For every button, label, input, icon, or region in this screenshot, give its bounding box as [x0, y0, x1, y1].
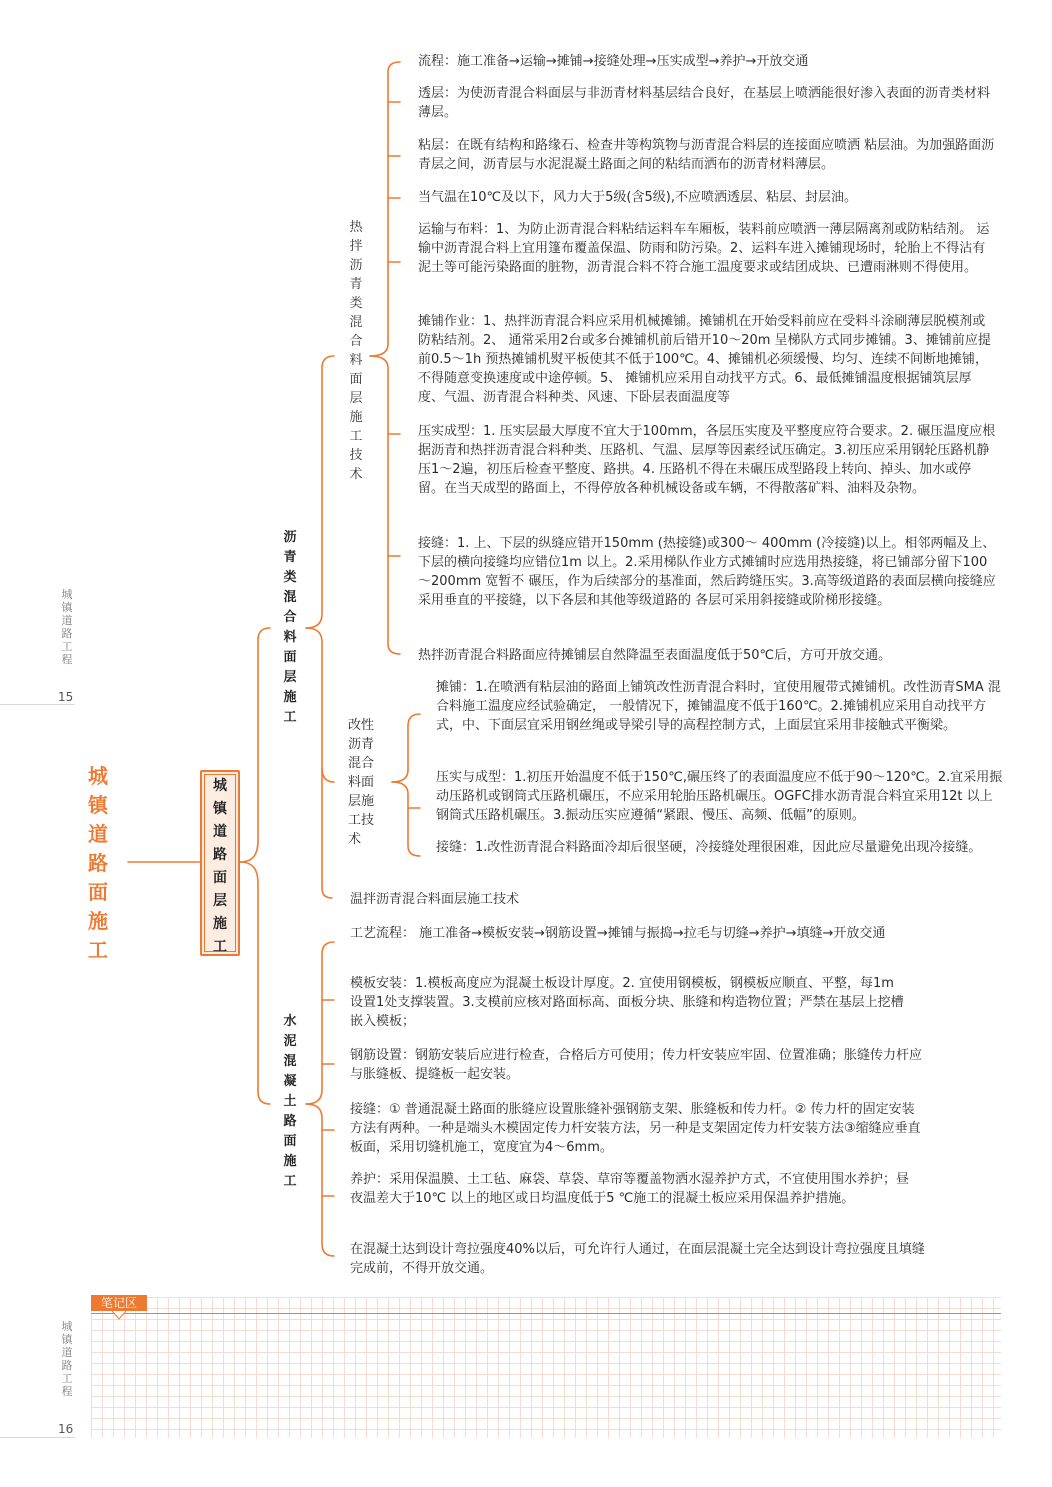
- side-label-top: 城镇道路工程: [61, 588, 73, 666]
- main-title: 城镇道路面施工: [88, 764, 108, 962]
- hot-mix-item-2: 透层：为使沥青混合料面层与非沥青材料基层结合良好，在基层上喷洒能很好渗入表面的沥青类材料薄层。: [418, 86, 991, 120]
- modified-item-1: 摊铺：1.在喷洒有粘层油的路面上铺筑改性沥青混合料时，宜使用履带式摊铺机。改性沥青SMA 混合料施工温度应经试验确定， 一般情况下，摊铺温度不低于160℃。2.摊铺机应采用自动找平方式，中、下面层宜采用钢丝绳或导梁引导的高程控制方式，上面层宜采用非接触式平衡梁。: [436, 680, 1001, 733]
- cement-item-3: 钢筋设置：钢筋安装后应进行检查，合格后方可使用；传力杆安装应牢固、位置准确；胀缝传力杆应与胀缝板、提缝板一起安装。: [350, 1048, 923, 1082]
- cement-item-5: 养护：采用保温膜、土工毡、麻袋、草袋、草帘等覆盖物洒水湿养护方式，不宜使用围水养护；昼夜温差大于10℃ 以上的地区或日均温度低于5 ℃施工的混凝土板应采用保温养护措施。: [350, 1172, 910, 1206]
- hot-mix-item-1: 流程：施工准备→运输→摊铺→接缝处理→压实成型→养护→开放交通: [418, 54, 809, 69]
- branch-cement-label: 水泥混凝土路面施工: [283, 1014, 297, 1189]
- side-label-bottom: 城镇道路工程: [61, 1320, 73, 1398]
- modified-item-2: 压实与成型：1.初压开始温度不低于150℃,碾压终了的表面温度应不低于90～120℃。2.宜采用振动压路机或钢筒式压路机碾压，不应采用轮胎压路机碾压。OGFC排水沥青混合料宜采用12t 以上钢筒式压路机碾压。3.振动压实应遵循“紧跟、慢压、高频、低幅”的原则。: [436, 770, 1003, 823]
- page-divider-bottom: [0, 1437, 75, 1438]
- hot-mix-item-5: 运输与布料：1、为防止沥青混合料粘结运料车车厢板，装料前应喷洒一薄层隔离剂或防粘结剂。 运输中沥青混合料上宜用篷布覆盖保温、防雨和防污染。2、运料车进入摊铺现场时，轮胎上不得沾有泥土等可能污染路面的脏物，沥青混合料不符合施工温度要求或结团成块、已遭雨淋则不得使用。: [418, 222, 990, 275]
- branch-asphalt-label: 沥青类混合料面层施工: [283, 530, 297, 725]
- notes-grid[interactable]: [91, 1297, 1001, 1438]
- root-node-box: [200, 770, 240, 956]
- hot-mix-item-4: 当气温在10℃及以下，风力大于5级(含5级),不应喷洒透层、粘层、封层油。: [418, 190, 857, 205]
- cement-item-2: 模板安装：1.模板高度应为混凝土板设计厚度。2. 宜使用钢模板，钢模板应顺直、平整，每1m设置1处支撑装置。3.支模前应核对路面标高、面板分块、胀缝和构造物位置；严禁在基层上挖槽嵌入模板；: [350, 976, 904, 1029]
- notes-tag-pointer: [112, 1311, 126, 1321]
- page-number-top: 15: [58, 690, 74, 704]
- root-node-label: 城镇道路面层施工: [213, 778, 227, 955]
- modified-title-line: 改性沥青混合料面层施工技术: [348, 718, 375, 847]
- modified-item-3: 接缝：1.改性沥青混合料路面冷却后很坚硬，冷接缝处理很困难，因此应尽量避免出现冷接缝。: [436, 840, 982, 855]
- notes-header-line: [91, 1313, 1001, 1314]
- page-number-bottom: 16: [58, 1422, 74, 1436]
- hot-mix-item-7: 压实成型：1. 压实层最大厚度不宜大于100mm，各层压实度及平整度应符合要求。2. 碾压温度应根据沥青和热拌沥青混合料种类、压路机、气温、层厚等因素经试压确定。3.初压应采用钢轮压路机静压1～2遍，初压后检查平整度、路拱。4. 压路机不得在未碾压成型路段上转向、掉头、加水或停留。在当天成型的路面上，不得停放各种机械设备或车辆，不得散落矿料、油料及杂物。: [418, 424, 996, 496]
- cement-item-1: 工艺流程： 施工准备→模板安装→钢筋设置→摊铺与振捣→拉毛与切缝→养护→填缝→开放交通: [350, 926, 886, 941]
- notes-label: 笔记区: [91, 1295, 147, 1311]
- hot-mix-item-9: 热拌沥青混合料路面应待摊铺层自然降温至表面温度低于50℃后，方可开放交通。: [418, 648, 892, 663]
- warm-mix-title: 温拌沥青混合料面层施工技术: [350, 892, 520, 907]
- hot-mix-item-8: 接缝：1. 上、下层的纵缝应错开150mm (热接缝)或300～ 400mm (冷接缝)以上。相邻两幅及上、下层的横向接缝均应错位1m 以上。2.采用梯队作业方式摊铺时应选用热接缝，将已铺部分留下100～200mm 宽暂不 碾压，作为后续部分的基准面，然后跨缝压实。3.高等级道路的表面层横向接缝应采用垂直的平接缝，以下各层和其他等级道路的 各层可采用斜接缝或阶梯形接缝。: [418, 536, 996, 608]
- cement-item-4: 接缝：① 普通混凝土路面的胀缝应设置胀缝补强钢筋支架、胀缝板和传力杆。② 传力杆的固定安装方法有两种。一种是端头木模固定传力杆安装方法，另一种是支架固定传力杆安装方法③缩缝应垂直板面，采用切缝机施工，宽度宜为4～6mm。: [350, 1102, 921, 1155]
- cement-item-6: 在混凝土达到设计弯拉强度40%以后，可允许行人通过，在面层混凝土完全达到设计弯拉强度且填缝完成前，不得开放交通。: [350, 1242, 925, 1276]
- hot-mix-title: 热拌沥青类混合料面层施工技术: [349, 220, 363, 482]
- hot-mix-item-6: 摊铺作业：1、热拌沥青混合料应采用机械摊铺。摊铺机在开始受料前应在受料斗涂刷薄层脱模剂或防粘结剂。2、 通常采用2台或多台摊铺机前后错开10～20m 呈梯队方式同步摊铺。3、摊铺前应提前0.5～1h 预热摊铺机熨平板使其不低于100℃。4、摊铺机必须缓慢、均匀、连续不间断地摊铺，不得随意变换速度或中途停顿。5、 摊铺机应采用自动找平方式。6、最低摊铺温度根据铺筑层厚度、气温、沥青混合料种类、风速、下卧层表面温度等: [418, 314, 991, 405]
- page-divider-top: [0, 704, 75, 705]
- hot-mix-item-3: 粘层：在既有结构和路缘石、检查井等构筑物与沥青混合料层的连接面应喷洒 粘层油。为加强路面沥青层之间，沥青层与水泥混凝土路面之间的粘结而洒布的沥青材料薄层。: [418, 138, 995, 172]
